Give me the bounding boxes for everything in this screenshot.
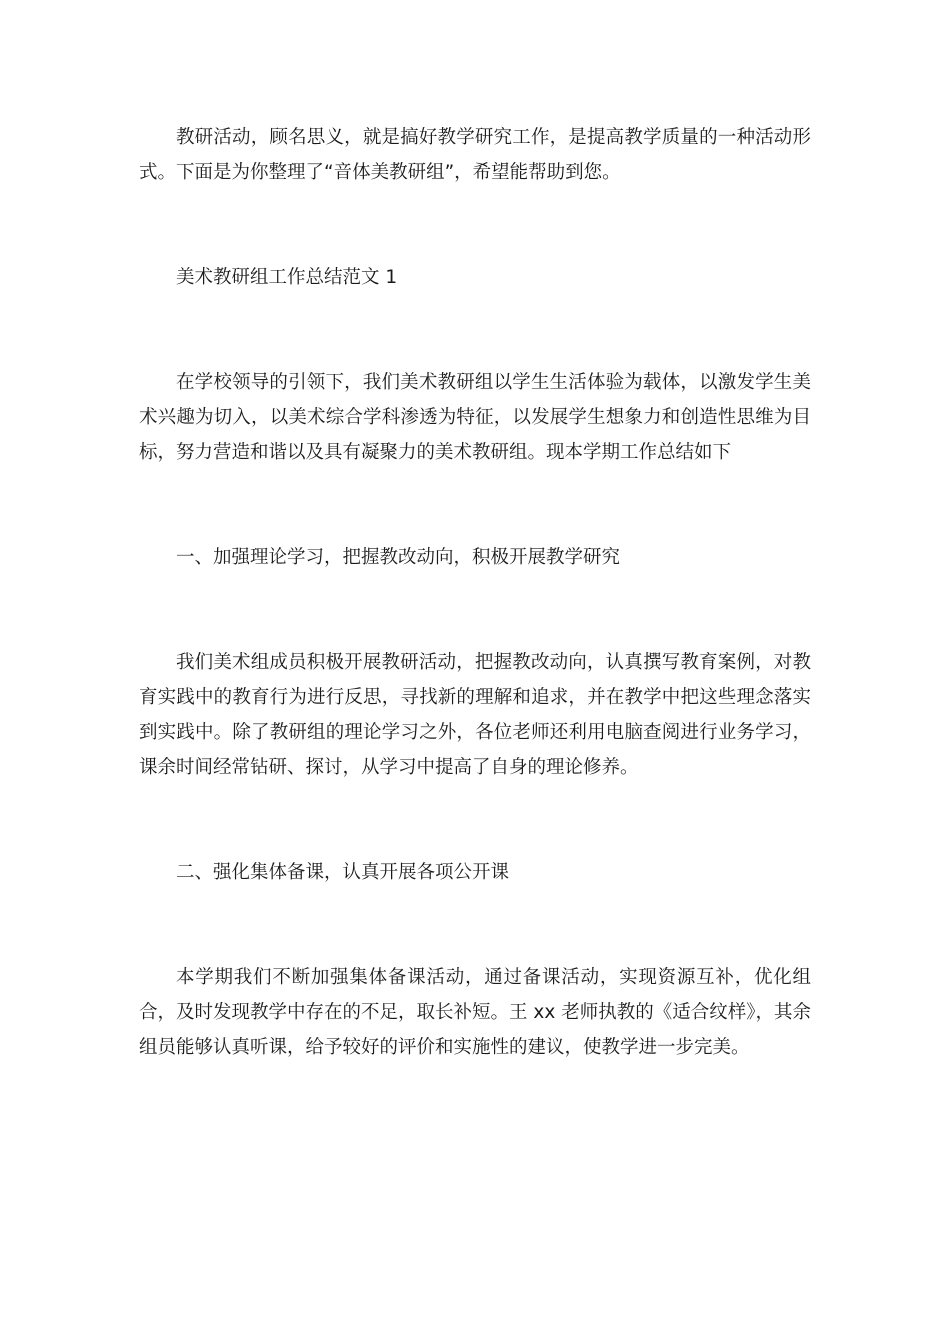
intro-paragraph: 教研活动，顾名思义，就是搞好教学研究工作，是提高教学质量的一种活动形式。下面是为你整理了“音体美教研组”，希望能帮助到您。	[139, 127, 811, 183]
section-2-paragraph: 本学期我们不断加强集体备课活动，通过备课活动，实现资源互补，优化组合，及时发现教学中存在的不足，取长补短。王 xx 老师执教的《适合纹样》，其余组员能够认真听课，给予较好的评价和实施性的建议，使教学进一步完美。	[139, 967, 811, 1058]
section-heading-2: 二、强化集体备课，认真开展各项公开课	[176, 862, 510, 883]
section-heading-1: 一、加强理论学习，把握教改动向，积极开展教学研究	[176, 547, 621, 568]
summary-paragraph: 在学校领导的引领下，我们美术教研组以学生生活体验为载体，以激发学生美术兴趣为切入，以美术综合学科渗透为特征，以发展学生想象力和创造性思维为目标，努力营造和谐以及具有凝聚力的美术教研组。现本学期工作总结如下	[139, 372, 811, 463]
section-1-paragraph: 我们美术组成员积极开展教研活动，把握教改动向，认真撰写教育案例，对教育实践中的教育行为进行反思，寻找新的理解和追求，并在教学中把这些理念落实到实践中。除了教研组的理论学习之外，各位老师还利用电脑查阅进行业务学习，课余时间经常钻研、探讨，从学习中提高了自身的理论修养。	[139, 652, 811, 778]
article-title: 美术教研组工作总结范文 1	[176, 267, 398, 288]
document-body	[139, 120, 811, 1065]
